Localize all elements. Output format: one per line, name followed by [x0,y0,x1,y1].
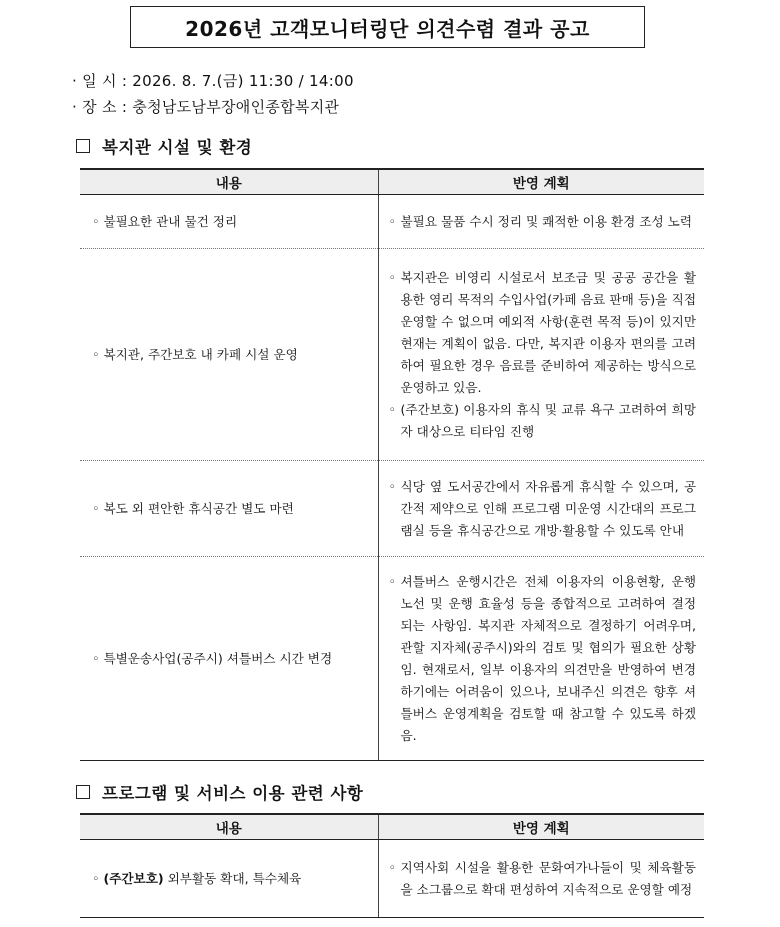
header-plan: 반영 계획 [378,169,704,195]
row-content-text: 복지관, 주간보호 내 카페 시설 운영 [103,346,298,362]
row-plan [378,557,704,761]
row-plan [378,461,704,557]
row-plan [378,195,704,249]
row-content [80,249,378,461]
checkbox-square-icon [76,139,90,153]
table-header-row [80,814,704,840]
row-content [80,195,378,249]
table-row [80,461,704,557]
plan-text: (주간보호) 이용자의 휴식 및 교류 욕구 고려하여 희망자 대상으로 티타임 진행 [400,401,696,439]
plan-item [389,267,697,399]
row-content [80,461,378,557]
plan-text: 식당 옆 도서공간에서 자유롭게 휴식할 수 있으며, 공간적 제약으로 인해 프로그램 미운영 시간대의 프로그램실 등을 휴식공간으로 개방·활용할 수 있도록 안내 [400,478,696,538]
header-content: 내용 [80,169,378,195]
plan-bullet: ◦ [388,269,396,285]
section-facility-title-text: 복지관 시설 및 환경 [102,138,253,157]
table-row [80,195,704,249]
row-content-text: 불필요한 관내 물건 정리 [103,213,238,229]
section-facility-title [76,134,252,158]
facility-table [80,168,704,761]
row-content-text: 외부활동 확대, 특수체육 [163,870,302,886]
row-bullet: ◦ [92,500,100,516]
plan-item [389,857,697,901]
program-table [80,813,704,918]
meeting-date: · 일 시 : 2026. 8. 7.(금) 11:30 / 14:00 [72,72,354,90]
table-row [80,557,704,761]
row-content-text: 복도 외 편안한 휴식공간 별도 마련 [103,500,294,516]
plan-bullet: ◦ [388,401,396,417]
checkbox-square-icon [76,785,90,799]
plan-item [389,571,697,747]
plan-bullet: ◦ [388,478,396,494]
header-content: 내용 [80,814,378,840]
plan-item [389,211,697,233]
row-plan [378,249,704,461]
section-program-title-text: 프로그램 및 서비스 이용 관련 사항 [102,784,364,803]
row-bullet: ◦ [92,213,100,229]
table-header-row [80,169,704,195]
plan-bullet: ◦ [388,859,396,875]
section-program-title [76,780,363,804]
plan-item [389,476,697,542]
plan-bullet: ◦ [388,213,396,229]
page-title [130,6,645,48]
row-content-bold: (주간보호) [103,870,164,886]
row-content [80,557,378,761]
row-plan [378,840,704,918]
row-content [80,840,378,918]
page-title-text: 2026년 고객모니터링단 의견수렴 결과 공고 [185,16,590,41]
plan-item [389,399,697,443]
plan-bullet: ◦ [388,573,396,589]
row-bullet: ◦ [92,346,100,362]
table-row [80,840,704,918]
plan-text: 복지관은 비영리 시설로서 보조금 및 공공 공간을 활용한 영리 목적의 수입사업(카페 음료 판매 등)을 직접 운영할 수 없으며 예외적 사항(훈련 목적 등)이 있지만 현재는 계획이 없음. 다만, 복지관 이용자 편의를 고려하여 필요한 경우 음료를 준비하여 제공하는 방식으로 운영하고 있음. [400,269,696,395]
header-plan: 반영 계획 [378,814,704,840]
meeting-place: · 장 소 : 충청남도남부장애인종합복지관 [72,98,340,116]
plan-text: 지역사회 시설을 활용한 문화여가나들이 및 체육활동을 소그룹으로 확대 편성하여 지속적으로 운영할 예정 [400,859,696,897]
plan-text: 불필요 물품 수시 정리 및 쾌적한 이용 환경 조성 노력 [400,213,693,229]
row-content-text: 특별운송사업(공주시) 셔틀버스 시간 변경 [103,650,333,666]
row-bullet: ◦ [92,650,100,666]
table-row [80,249,704,461]
row-bullet: ◦ [92,870,100,886]
plan-text: 셔틀버스 운행시간은 전체 이용자의 이용현황, 운행 노선 및 운행 효율성 등을 종합적으로 고려하여 결정되는 사항임. 복지관 자체적으로 결정하기 어려우며, 관할 지자체(공주시)와의 검토 및 협의가 필요한 상황임. 현재로서, 일부 이용자의 의견만을 반영하여 변경하기에는 어려움이 있으나, 보내주신 의견은 향후 셔틀버스 운영계획을 검토할 때 참고할 수 있도록 하겠음. [400,573,696,743]
